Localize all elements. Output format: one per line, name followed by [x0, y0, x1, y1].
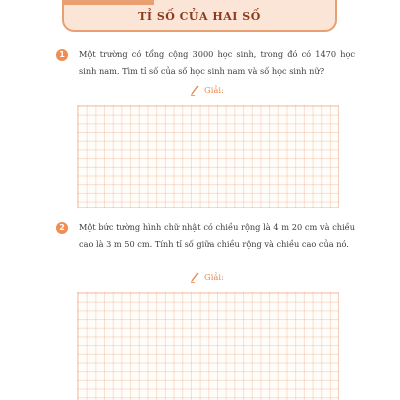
problem-2-answer-grid[interactable]: [77, 292, 339, 400]
problem-2-number-badge: 2: [56, 222, 68, 234]
problem-2-text: Một bức tường hình chữ nhật có chiều rộng là 4 m 20 cm và chiều cao là 3 m 50 cm. Tính tỉ số giữa chiều rộng và chiều cao của nó.: [79, 222, 355, 249]
header-tab-decoration: [64, 0, 154, 5]
pencil-icon: [190, 271, 200, 283]
problem-1-solution-label: [190, 84, 224, 96]
problem-1-answer-grid[interactable]: [77, 105, 339, 208]
header-banner: [62, 0, 337, 32]
page-title: TỈ SỐ CỦA HAI SỐ: [138, 10, 261, 23]
problem-2-solution-label: [190, 271, 224, 283]
problem-1-number-badge: 1: [56, 49, 68, 61]
solution-label-text: Giải:: [204, 272, 224, 282]
solution-label-text: Giải:: [204, 85, 224, 95]
pencil-icon: [190, 84, 200, 96]
problem-1-text: Một trường có tổng cộng 3000 học sinh, trong đó có 1470 học sinh nam. Tìm tỉ số của số học sinh nam và số học sinh nữ?: [79, 49, 355, 76]
